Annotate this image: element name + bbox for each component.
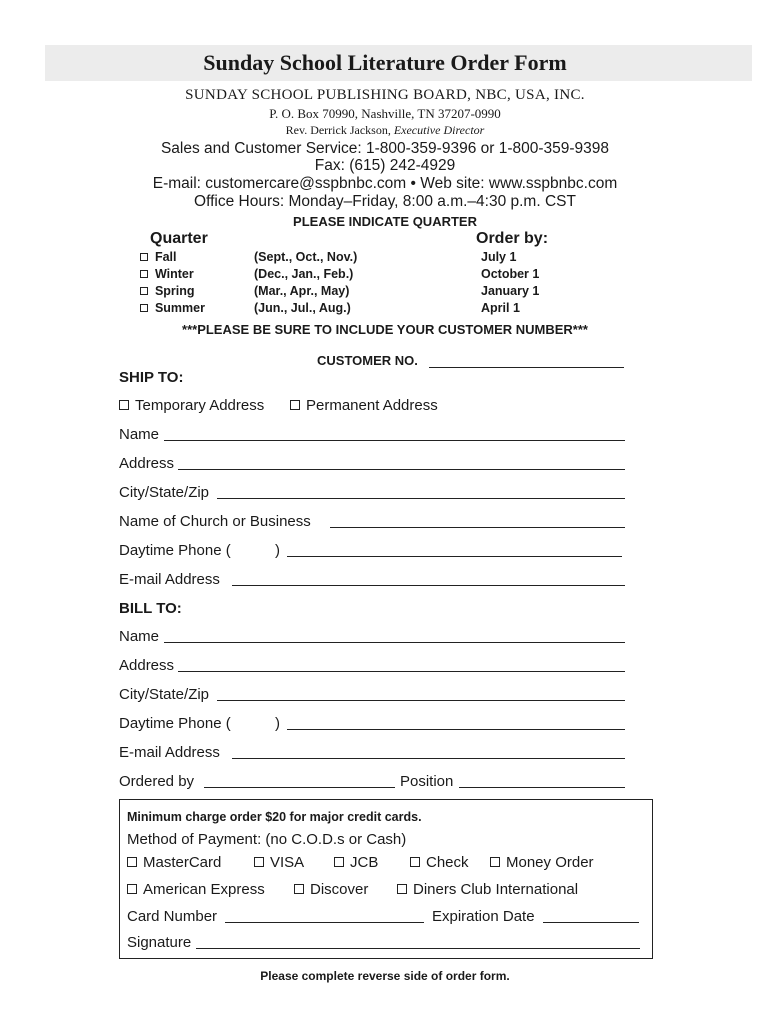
discover-checkbox[interactable] xyxy=(294,884,304,894)
ship-name-input[interactable] xyxy=(164,440,625,441)
order-by-heading: Order by: xyxy=(476,230,549,247)
director-title: Executive Director xyxy=(393,123,485,137)
payment-method-label: Method of Payment: (no C.O.D.s or Cash) xyxy=(127,831,407,848)
mailing-address: P. O. Box 70990, Nashville, TN 37207-0990 xyxy=(269,106,501,121)
summer-months: (Jun., Jul., Aug.) xyxy=(254,301,351,315)
mastercard-option[interactable]: MasterCard xyxy=(127,854,221,871)
expiration-label: Expiration Date xyxy=(432,908,535,925)
bill-email-label: E-mail Address xyxy=(119,744,220,761)
bill-city-label: City/State/Zip xyxy=(119,686,210,703)
ship-city-input[interactable] xyxy=(217,498,625,499)
visa-checkbox[interactable] xyxy=(254,857,264,867)
publisher: SUNDAY SCHOOL PUBLISHING BOARD, NBC, USA, INC. xyxy=(185,87,585,103)
bill-phone-input[interactable] xyxy=(287,729,625,730)
permanent-address-checkbox[interactable] xyxy=(290,400,300,410)
director xyxy=(0,123,770,138)
expiration-input[interactable] xyxy=(543,922,639,923)
ship-city-label: City/State/Zip xyxy=(119,484,210,501)
spring-checkbox[interactable] xyxy=(140,287,148,295)
office-hours: Office Hours: Monday–Friday, 8:00 a.m.–4:30 p.m. CST xyxy=(194,193,576,210)
email-web: E-mail: customercare@sspbnbc.com • Web site: www.sspbnbc.com xyxy=(152,175,618,192)
money-order-option[interactable]: Money Order xyxy=(490,854,594,871)
card-number-label: Card Number xyxy=(127,908,218,925)
temporary-address-checkbox[interactable] xyxy=(119,400,129,410)
customer-number-notice: ***PLEASE BE SURE TO INCLUDE YOUR CUSTOMER NUMBER*** xyxy=(182,322,588,337)
temporary-address-option[interactable]: Temporary Address xyxy=(119,397,264,414)
jcb-option[interactable]: JCB xyxy=(334,854,378,871)
quarter-row-summer[interactable]: Summer xyxy=(140,301,205,315)
summer-checkbox[interactable] xyxy=(140,304,148,312)
minimum-charge-note: Minimum charge order $20 for major credit cards. xyxy=(127,810,422,824)
church-input[interactable] xyxy=(330,527,625,528)
indicate-quarter: PLEASE INDICATE QUARTER xyxy=(293,214,477,229)
bill-address-input[interactable] xyxy=(178,671,625,672)
winter-months: (Dec., Jan., Feb.) xyxy=(254,267,354,281)
signature-label: Signature xyxy=(127,934,192,951)
diners-club-option[interactable]: Diners Club International xyxy=(397,881,578,898)
visa-option[interactable]: VISA xyxy=(254,854,304,871)
bill-name-label: Name xyxy=(119,628,160,645)
bill-city-input[interactable] xyxy=(217,700,625,701)
winter-checkbox[interactable] xyxy=(140,270,148,278)
position-input[interactable] xyxy=(459,787,625,788)
bill-to-heading: BILL TO: xyxy=(119,600,182,617)
ship-phone-label: Daytime Phone ( xyxy=(119,542,231,559)
ship-phone-close: ) xyxy=(275,542,280,559)
spring-order-by: January 1 xyxy=(481,284,540,298)
quarter-row-spring[interactable]: Spring xyxy=(140,284,195,298)
ship-name-label: Name xyxy=(119,426,160,443)
spring-months: (Mar., Apr., May) xyxy=(254,284,350,298)
winter-order-by: October 1 xyxy=(481,267,540,281)
bill-phone-label: Daytime Phone ( xyxy=(119,715,231,732)
jcb-checkbox[interactable] xyxy=(334,857,344,867)
fall-months: (Sept., Oct., Nov.) xyxy=(254,250,358,264)
discover-option[interactable]: Discover xyxy=(294,881,368,898)
page-title: Sunday School Literature Order Form xyxy=(203,50,567,75)
mastercard-checkbox[interactable] xyxy=(127,857,137,867)
bill-name-input[interactable] xyxy=(164,642,625,643)
ship-address-input[interactable] xyxy=(178,469,625,470)
bill-address-label: Address xyxy=(119,657,175,674)
church-label: Name of Church or Business xyxy=(119,513,311,530)
quarter-row-fall[interactable]: Fall xyxy=(140,250,177,264)
bill-phone-close: ) xyxy=(275,715,280,732)
american-express-option[interactable]: American Express xyxy=(127,881,265,898)
check-checkbox[interactable] xyxy=(410,857,420,867)
fall-order-by: July 1 xyxy=(481,250,517,264)
american-express-checkbox[interactable] xyxy=(127,884,137,894)
check-option[interactable]: Check xyxy=(410,854,469,871)
permanent-address-option[interactable]: Permanent Address xyxy=(290,397,438,414)
money-order-checkbox[interactable] xyxy=(490,857,500,867)
customer-no-input[interactable] xyxy=(429,367,624,368)
ordered-by-label: Ordered by xyxy=(119,773,195,790)
bill-email-input[interactable] xyxy=(232,758,625,759)
signature-input[interactable] xyxy=(196,948,640,949)
ordered-by-input[interactable] xyxy=(204,787,395,788)
ship-phone-input[interactable] xyxy=(287,556,622,557)
ship-email-input[interactable] xyxy=(232,585,625,586)
fax: Fax: (615) 242-4929 xyxy=(314,157,456,174)
sales-phone: Sales and Customer Service: 1-800-359-9396 or 1-800-359-9398 xyxy=(160,140,610,157)
fall-checkbox[interactable] xyxy=(140,253,148,261)
footer-note: Please complete reverse side of order form. xyxy=(260,969,510,983)
director-name: Rev. Derrick Jackson, xyxy=(285,123,391,137)
diners-club-checkbox[interactable] xyxy=(397,884,407,894)
summer-order-by: April 1 xyxy=(481,301,520,315)
ship-address-label: Address xyxy=(119,455,175,472)
position-label: Position xyxy=(400,773,454,790)
quarter-row-winter[interactable]: Winter xyxy=(140,267,194,281)
card-number-input[interactable] xyxy=(225,922,424,923)
ship-email-label: E-mail Address xyxy=(119,571,220,588)
quarter-heading: Quarter xyxy=(150,230,208,247)
ship-to-heading: SHIP TO: xyxy=(119,369,184,386)
customer-no-label: CUSTOMER NO. xyxy=(317,353,418,368)
